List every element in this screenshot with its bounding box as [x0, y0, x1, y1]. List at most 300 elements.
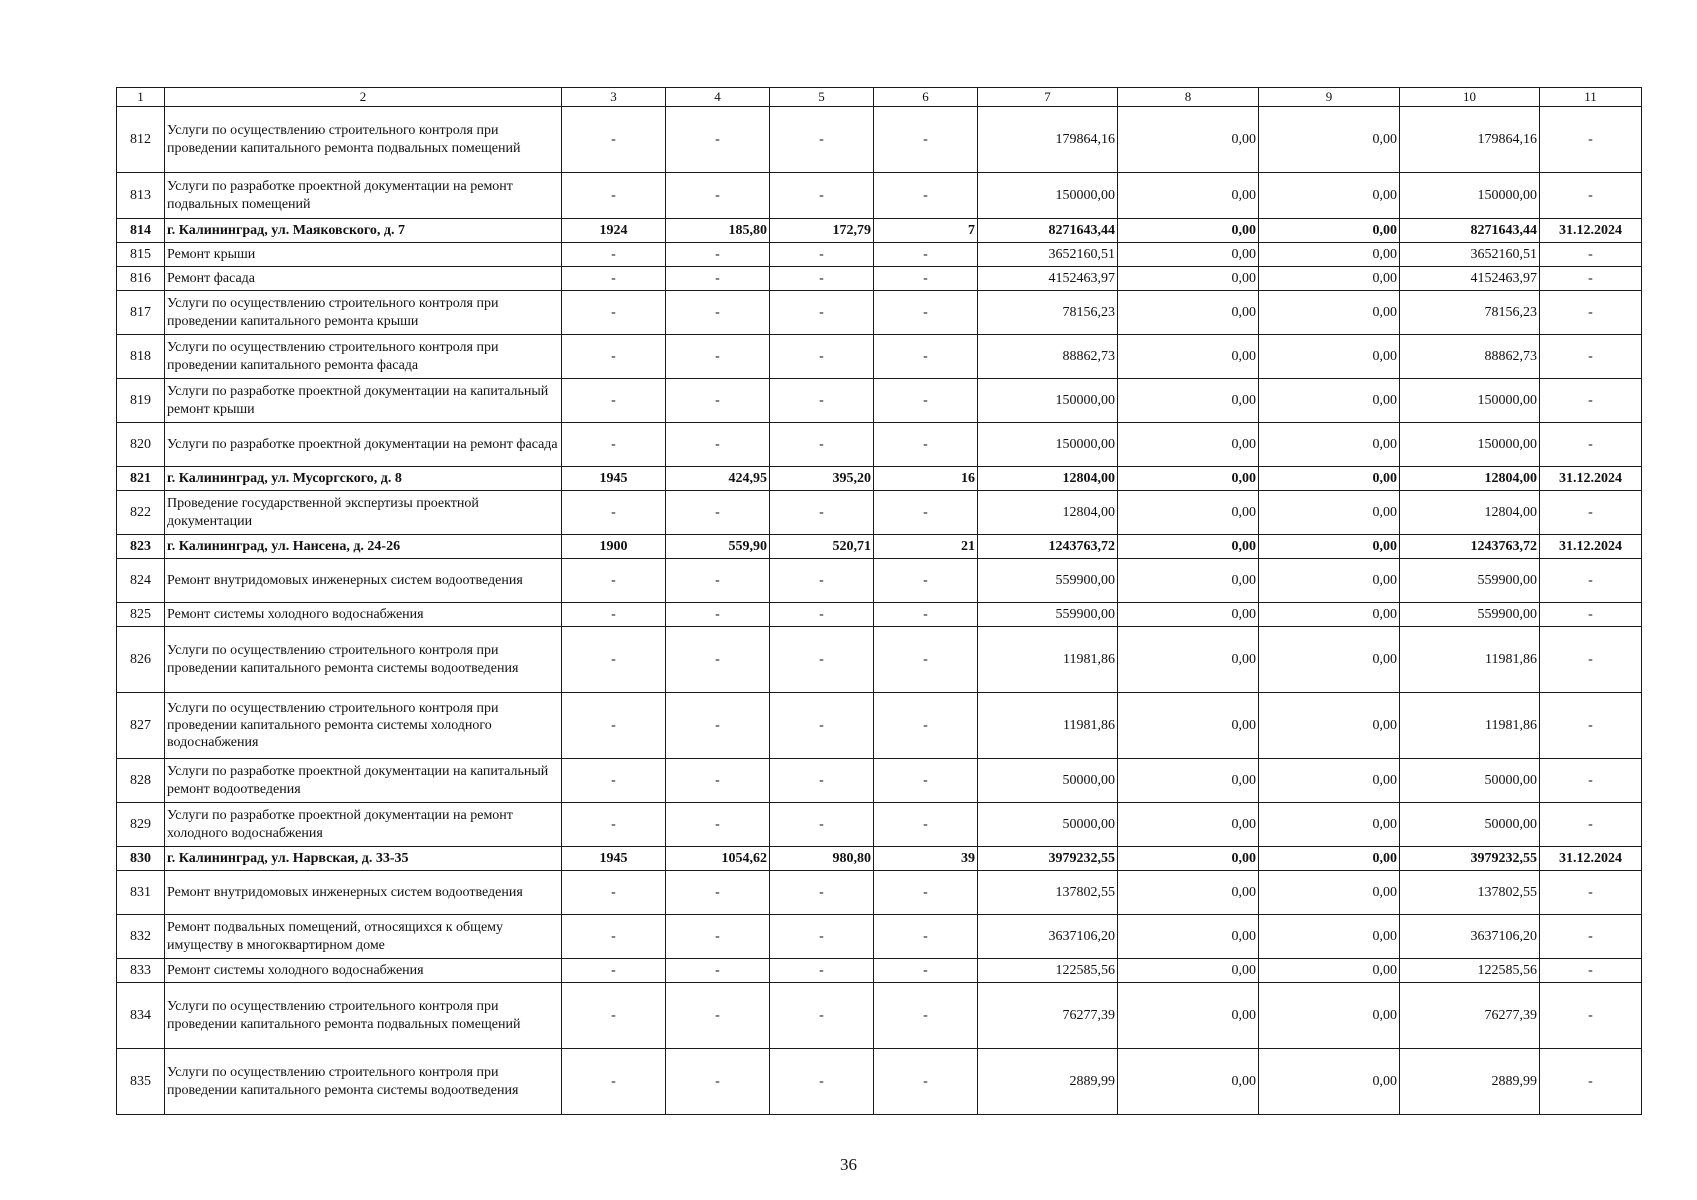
- regional-funds-cell: 0,00: [1259, 291, 1400, 335]
- year-built-cell: -: [562, 803, 666, 847]
- regional-funds-cell: 0,00: [1259, 107, 1400, 173]
- residents-count-cell: -: [874, 803, 978, 847]
- total-cost-cell: 11981,86: [978, 627, 1118, 693]
- table-row: [117, 243, 1642, 267]
- completion-date-cell: -: [1540, 915, 1642, 959]
- federal-funds-cell: 0,00: [1118, 627, 1259, 693]
- completion-date-cell: -: [1540, 693, 1642, 759]
- year-built-cell: -: [562, 379, 666, 423]
- regional-funds-cell: 0,00: [1259, 871, 1400, 915]
- total-cost-cell: 179864,16: [978, 107, 1118, 173]
- federal-funds-cell: 0,00: [1118, 219, 1259, 243]
- table-row: [117, 983, 1642, 1049]
- work-description-cell: Ремонт подвальных помещений, относящихся к общему имуществу в многоквартирном доме: [165, 915, 562, 959]
- year-built-cell: -: [562, 871, 666, 915]
- total-cost-cell: 3652160,51: [978, 243, 1118, 267]
- work-description-cell: Услуги по разработке проектной документации на капитальный ремонт водоотведения: [165, 759, 562, 803]
- owner-funds-cell: 50000,00: [1400, 759, 1540, 803]
- owner-funds-cell: 12804,00: [1400, 467, 1540, 491]
- owner-funds-cell: 11981,86: [1400, 693, 1540, 759]
- year-built-cell: 1945: [562, 847, 666, 871]
- total-cost-cell: 150000,00: [978, 379, 1118, 423]
- completion-date-cell: -: [1540, 107, 1642, 173]
- year-built-cell: -: [562, 959, 666, 983]
- row-number-cell: 819: [117, 379, 165, 423]
- completion-date-cell: -: [1540, 959, 1642, 983]
- year-built-cell: -: [562, 759, 666, 803]
- regional-funds-cell: 0,00: [1259, 983, 1400, 1049]
- living-area-cell: 520,71: [770, 535, 874, 559]
- residents-count-cell: -: [874, 603, 978, 627]
- total-cost-cell: 150000,00: [978, 173, 1118, 219]
- column-header-9: 9: [1259, 88, 1400, 107]
- living-area-cell: -: [770, 1049, 874, 1115]
- living-area-cell: -: [770, 983, 874, 1049]
- federal-funds-cell: 0,00: [1118, 379, 1259, 423]
- residents-count-cell: -: [874, 759, 978, 803]
- federal-funds-cell: 0,00: [1118, 959, 1259, 983]
- completion-date-cell: -: [1540, 243, 1642, 267]
- total-area-cell: 185,80: [666, 219, 770, 243]
- total-cost-cell: 3637106,20: [978, 915, 1118, 959]
- living-area-cell: 980,80: [770, 847, 874, 871]
- total-cost-cell: 2889,99: [978, 1049, 1118, 1115]
- row-number-cell: 817: [117, 291, 165, 335]
- residents-count-cell: -: [874, 915, 978, 959]
- row-number-cell: 821: [117, 467, 165, 491]
- work-description-cell: Услуги по разработке проектной документации на ремонт фасада: [165, 423, 562, 467]
- table-row: [117, 559, 1642, 603]
- work-description-cell: Ремонт системы холодного водоснабжения: [165, 959, 562, 983]
- table-row: [117, 107, 1642, 173]
- residents-count-cell: 7: [874, 219, 978, 243]
- residents-count-cell: 39: [874, 847, 978, 871]
- total-cost-cell: 12804,00: [978, 491, 1118, 535]
- total-area-cell: -: [666, 291, 770, 335]
- data-table: [116, 87, 1642, 1115]
- total-area-cell: 424,95: [666, 467, 770, 491]
- living-area-cell: -: [770, 871, 874, 915]
- completion-date-cell: -: [1540, 559, 1642, 603]
- residents-count-cell: -: [874, 871, 978, 915]
- residents-count-cell: -: [874, 379, 978, 423]
- living-area-cell: -: [770, 243, 874, 267]
- completion-date-cell: 31.12.2024: [1540, 467, 1642, 491]
- owner-funds-cell: 11981,86: [1400, 627, 1540, 693]
- total-area-cell: -: [666, 959, 770, 983]
- federal-funds-cell: 0,00: [1118, 535, 1259, 559]
- column-header-1: 1: [117, 88, 165, 107]
- total-cost-cell: 8271643,44: [978, 219, 1118, 243]
- table-row: [117, 803, 1642, 847]
- owner-funds-cell: 3637106,20: [1400, 915, 1540, 959]
- work-description-cell: Услуги по осуществлению строительного контроля при проведении капитального ремонта фасада: [165, 335, 562, 379]
- regional-funds-cell: 0,00: [1259, 219, 1400, 243]
- residents-count-cell: -: [874, 627, 978, 693]
- row-number-cell: 827: [117, 693, 165, 759]
- regional-funds-cell: 0,00: [1259, 759, 1400, 803]
- column-header-10: 10: [1400, 88, 1540, 107]
- total-area-cell: -: [666, 173, 770, 219]
- table-row: [117, 693, 1642, 759]
- table-row: [117, 759, 1642, 803]
- total-area-cell: -: [666, 243, 770, 267]
- completion-date-cell: -: [1540, 803, 1642, 847]
- regional-funds-cell: 0,00: [1259, 1049, 1400, 1115]
- column-number-header-row: [117, 88, 1642, 107]
- federal-funds-cell: 0,00: [1118, 603, 1259, 627]
- table-row: [117, 173, 1642, 219]
- completion-date-cell: -: [1540, 491, 1642, 535]
- row-number-cell: 824: [117, 559, 165, 603]
- federal-funds-cell: 0,00: [1118, 243, 1259, 267]
- total-area-cell: -: [666, 603, 770, 627]
- residents-count-cell: -: [874, 1049, 978, 1115]
- total-area-cell: -: [666, 335, 770, 379]
- row-number-cell: 825: [117, 603, 165, 627]
- living-area-cell: -: [770, 627, 874, 693]
- regional-funds-cell: 0,00: [1259, 535, 1400, 559]
- owner-funds-cell: 1243763,72: [1400, 535, 1540, 559]
- table-row: [117, 871, 1642, 915]
- row-number-cell: 834: [117, 983, 165, 1049]
- federal-funds-cell: 0,00: [1118, 291, 1259, 335]
- work-description-cell: Услуги по разработке проектной документации на капитальный ремонт крыши: [165, 379, 562, 423]
- total-area-cell: -: [666, 559, 770, 603]
- total-area-cell: -: [666, 915, 770, 959]
- work-description-cell: Услуги по осуществлению строительного контроля при проведении капитального ремонта системы водоотведения: [165, 1049, 562, 1115]
- federal-funds-cell: 0,00: [1118, 871, 1259, 915]
- living-area-cell: -: [770, 379, 874, 423]
- row-number-cell: 829: [117, 803, 165, 847]
- column-header-8: 8: [1118, 88, 1259, 107]
- regional-funds-cell: 0,00: [1259, 267, 1400, 291]
- federal-funds-cell: 0,00: [1118, 1049, 1259, 1115]
- completion-date-cell: -: [1540, 627, 1642, 693]
- row-number-cell: 816: [117, 267, 165, 291]
- completion-date-cell: 31.12.2024: [1540, 535, 1642, 559]
- column-header-7: 7: [978, 88, 1118, 107]
- total-area-cell: -: [666, 803, 770, 847]
- completion-date-cell: -: [1540, 267, 1642, 291]
- year-built-cell: 1945: [562, 467, 666, 491]
- residents-count-cell: -: [874, 959, 978, 983]
- federal-funds-cell: 0,00: [1118, 915, 1259, 959]
- row-number-cell: 818: [117, 335, 165, 379]
- table-row: [117, 627, 1642, 693]
- owner-funds-cell: 559900,00: [1400, 559, 1540, 603]
- total-cost-cell: 4152463,97: [978, 267, 1118, 291]
- year-built-cell: -: [562, 983, 666, 1049]
- total-cost-cell: 11981,86: [978, 693, 1118, 759]
- total-cost-cell: 88862,73: [978, 335, 1118, 379]
- living-area-cell: -: [770, 603, 874, 627]
- total-cost-cell: 12804,00: [978, 467, 1118, 491]
- year-built-cell: -: [562, 693, 666, 759]
- completion-date-cell: -: [1540, 983, 1642, 1049]
- regional-funds-cell: 0,00: [1259, 243, 1400, 267]
- total-cost-cell: 150000,00: [978, 423, 1118, 467]
- row-number-cell: 823: [117, 535, 165, 559]
- address-row: [117, 467, 1642, 491]
- row-number-cell: 835: [117, 1049, 165, 1115]
- residents-count-cell: -: [874, 423, 978, 467]
- work-description-cell: Услуги по разработке проектной документации на ремонт холодного водоснабжения: [165, 803, 562, 847]
- column-header-4: 4: [666, 88, 770, 107]
- owner-funds-cell: 150000,00: [1400, 423, 1540, 467]
- federal-funds-cell: 0,00: [1118, 267, 1259, 291]
- federal-funds-cell: 0,00: [1118, 693, 1259, 759]
- work-description-cell: Ремонт внутридомовых инженерных систем водоотведения: [165, 559, 562, 603]
- residents-count-cell: -: [874, 983, 978, 1049]
- year-built-cell: -: [562, 1049, 666, 1115]
- residents-count-cell: 16: [874, 467, 978, 491]
- completion-date-cell: -: [1540, 335, 1642, 379]
- living-area-cell: -: [770, 959, 874, 983]
- table-row: [117, 423, 1642, 467]
- address-row: [117, 219, 1642, 243]
- regional-funds-cell: 0,00: [1259, 693, 1400, 759]
- work-description-cell: Услуги по осуществлению строительного контроля при проведении капитального ремонта системы водоотведения: [165, 627, 562, 693]
- work-description-cell: Ремонт крыши: [165, 243, 562, 267]
- total-area-cell: -: [666, 693, 770, 759]
- table-row: [117, 1049, 1642, 1115]
- total-cost-cell: 50000,00: [978, 803, 1118, 847]
- table-row: [117, 491, 1642, 535]
- row-number-cell: 822: [117, 491, 165, 535]
- federal-funds-cell: 0,00: [1118, 107, 1259, 173]
- row-number-cell: 826: [117, 627, 165, 693]
- total-cost-cell: 559900,00: [978, 559, 1118, 603]
- residents-count-cell: -: [874, 173, 978, 219]
- column-header-6: 6: [874, 88, 978, 107]
- total-area-cell: -: [666, 627, 770, 693]
- address-row: [117, 535, 1642, 559]
- owner-funds-cell: 150000,00: [1400, 173, 1540, 219]
- column-header-11: 11: [1540, 88, 1642, 107]
- row-number-cell: 815: [117, 243, 165, 267]
- row-number-cell: 830: [117, 847, 165, 871]
- regional-funds-cell: 0,00: [1259, 847, 1400, 871]
- address-row: [117, 847, 1642, 871]
- owner-funds-cell: 4152463,97: [1400, 267, 1540, 291]
- year-built-cell: -: [562, 267, 666, 291]
- living-area-cell: -: [770, 423, 874, 467]
- column-header-3: 3: [562, 88, 666, 107]
- row-number-cell: 814: [117, 219, 165, 243]
- work-description-cell: Ремонт внутридомовых инженерных систем водоотведения: [165, 871, 562, 915]
- row-number-cell: 832: [117, 915, 165, 959]
- year-built-cell: 1900: [562, 535, 666, 559]
- year-built-cell: -: [562, 627, 666, 693]
- living-area-cell: -: [770, 335, 874, 379]
- total-area-cell: -: [666, 1049, 770, 1115]
- total-cost-cell: 559900,00: [978, 603, 1118, 627]
- column-header-2: 2: [165, 88, 562, 107]
- owner-funds-cell: 50000,00: [1400, 803, 1540, 847]
- completion-date-cell: -: [1540, 379, 1642, 423]
- owner-funds-cell: 2889,99: [1400, 1049, 1540, 1115]
- completion-date-cell: 31.12.2024: [1540, 847, 1642, 871]
- total-area-cell: -: [666, 491, 770, 535]
- owner-funds-cell: 179864,16: [1400, 107, 1540, 173]
- living-area-cell: 172,79: [770, 219, 874, 243]
- regional-funds-cell: 0,00: [1259, 173, 1400, 219]
- regional-funds-cell: 0,00: [1259, 559, 1400, 603]
- work-description-cell: г. Калининград, ул. Маяковского, д. 7: [165, 219, 562, 243]
- year-built-cell: -: [562, 291, 666, 335]
- residents-count-cell: -: [874, 335, 978, 379]
- total-area-cell: -: [666, 423, 770, 467]
- residents-count-cell: -: [874, 491, 978, 535]
- owner-funds-cell: 8271643,44: [1400, 219, 1540, 243]
- total-area-cell: -: [666, 267, 770, 291]
- work-description-cell: г. Калининград, ул. Нарвская, д. 33-35: [165, 847, 562, 871]
- residents-count-cell: -: [874, 693, 978, 759]
- table-row: [117, 335, 1642, 379]
- living-area-cell: -: [770, 107, 874, 173]
- federal-funds-cell: 0,00: [1118, 491, 1259, 535]
- row-number-cell: 820: [117, 423, 165, 467]
- page-number: 36: [840, 1155, 857, 1174]
- completion-date-cell: 31.12.2024: [1540, 219, 1642, 243]
- total-cost-cell: 76277,39: [978, 983, 1118, 1049]
- total-cost-cell: 122585,56: [978, 959, 1118, 983]
- total-area-cell: -: [666, 983, 770, 1049]
- table-row: [117, 915, 1642, 959]
- row-number-cell: 833: [117, 959, 165, 983]
- regional-funds-cell: 0,00: [1259, 335, 1400, 379]
- completion-date-cell: -: [1540, 173, 1642, 219]
- table-row: [117, 267, 1642, 291]
- federal-funds-cell: 0,00: [1118, 335, 1259, 379]
- living-area-cell: 395,20: [770, 467, 874, 491]
- regional-funds-cell: 0,00: [1259, 491, 1400, 535]
- owner-funds-cell: 76277,39: [1400, 983, 1540, 1049]
- regional-funds-cell: 0,00: [1259, 423, 1400, 467]
- residents-count-cell: -: [874, 107, 978, 173]
- regional-funds-cell: 0,00: [1259, 803, 1400, 847]
- table-row: [117, 291, 1642, 335]
- owner-funds-cell: 137802,55: [1400, 871, 1540, 915]
- year-built-cell: -: [562, 243, 666, 267]
- owner-funds-cell: 88862,73: [1400, 335, 1540, 379]
- regional-funds-cell: 0,00: [1259, 603, 1400, 627]
- regional-funds-cell: 0,00: [1259, 379, 1400, 423]
- table-row: [117, 379, 1642, 423]
- owner-funds-cell: 559900,00: [1400, 603, 1540, 627]
- completion-date-cell: -: [1540, 1049, 1642, 1115]
- federal-funds-cell: 0,00: [1118, 423, 1259, 467]
- completion-date-cell: -: [1540, 291, 1642, 335]
- living-area-cell: -: [770, 173, 874, 219]
- table-row: [117, 959, 1642, 983]
- owner-funds-cell: 12804,00: [1400, 491, 1540, 535]
- completion-date-cell: -: [1540, 759, 1642, 803]
- residents-count-cell: -: [874, 243, 978, 267]
- federal-funds-cell: 0,00: [1118, 803, 1259, 847]
- owner-funds-cell: 3652160,51: [1400, 243, 1540, 267]
- work-description-cell: Услуги по осуществлению строительного контроля при проведении капитального ремонта крыши: [165, 291, 562, 335]
- living-area-cell: -: [770, 291, 874, 335]
- total-area-cell: -: [666, 379, 770, 423]
- total-cost-cell: 3979232,55: [978, 847, 1118, 871]
- total-cost-cell: 137802,55: [978, 871, 1118, 915]
- residents-count-cell: -: [874, 267, 978, 291]
- year-built-cell: -: [562, 603, 666, 627]
- owner-funds-cell: 3979232,55: [1400, 847, 1540, 871]
- work-description-cell: Услуги по осуществлению строительного контроля при проведении капитального ремонта системы холодного водоснабжения: [165, 693, 562, 759]
- work-description-cell: Ремонт системы холодного водоснабжения: [165, 603, 562, 627]
- residents-count-cell: -: [874, 291, 978, 335]
- living-area-cell: -: [770, 559, 874, 603]
- total-cost-cell: 50000,00: [978, 759, 1118, 803]
- work-description-cell: Услуги по осуществлению строительного контроля при проведении капитального ремонта подвальных помещений: [165, 107, 562, 173]
- total-area-cell: -: [666, 107, 770, 173]
- living-area-cell: -: [770, 915, 874, 959]
- total-cost-cell: 1243763,72: [978, 535, 1118, 559]
- living-area-cell: -: [770, 759, 874, 803]
- living-area-cell: -: [770, 491, 874, 535]
- regional-funds-cell: 0,00: [1259, 627, 1400, 693]
- work-description-cell: Ремонт фасада: [165, 267, 562, 291]
- federal-funds-cell: 0,00: [1118, 559, 1259, 603]
- table-row: [117, 603, 1642, 627]
- completion-date-cell: -: [1540, 871, 1642, 915]
- row-number-cell: 828: [117, 759, 165, 803]
- year-built-cell: -: [562, 107, 666, 173]
- work-description-cell: Услуги по разработке проектной документации на ремонт подвальных помещений: [165, 173, 562, 219]
- row-number-cell: 813: [117, 173, 165, 219]
- total-area-cell: -: [666, 759, 770, 803]
- year-built-cell: 1924: [562, 219, 666, 243]
- total-area-cell: 1054,62: [666, 847, 770, 871]
- federal-funds-cell: 0,00: [1118, 847, 1259, 871]
- residents-count-cell: -: [874, 559, 978, 603]
- living-area-cell: -: [770, 693, 874, 759]
- year-built-cell: -: [562, 915, 666, 959]
- completion-date-cell: -: [1540, 603, 1642, 627]
- regional-funds-cell: 0,00: [1259, 959, 1400, 983]
- year-built-cell: -: [562, 491, 666, 535]
- living-area-cell: -: [770, 267, 874, 291]
- residents-count-cell: 21: [874, 535, 978, 559]
- year-built-cell: -: [562, 559, 666, 603]
- total-cost-cell: 78156,23: [978, 291, 1118, 335]
- work-description-cell: г. Калининград, ул. Мусоргского, д. 8: [165, 467, 562, 491]
- year-built-cell: -: [562, 335, 666, 379]
- federal-funds-cell: 0,00: [1118, 983, 1259, 1049]
- federal-funds-cell: 0,00: [1118, 173, 1259, 219]
- total-area-cell: -: [666, 871, 770, 915]
- completion-date-cell: -: [1540, 423, 1642, 467]
- work-description-cell: Услуги по осуществлению строительного контроля при проведении капитального ремонта подвальных помещений: [165, 983, 562, 1049]
- work-description-cell: г. Калининград, ул. Нансена, д. 24-26: [165, 535, 562, 559]
- year-built-cell: -: [562, 423, 666, 467]
- living-area-cell: -: [770, 803, 874, 847]
- regional-funds-cell: 0,00: [1259, 915, 1400, 959]
- regional-funds-cell: 0,00: [1259, 467, 1400, 491]
- owner-funds-cell: 78156,23: [1400, 291, 1540, 335]
- row-number-cell: 812: [117, 107, 165, 173]
- row-number-cell: 831: [117, 871, 165, 915]
- owner-funds-cell: 122585,56: [1400, 959, 1540, 983]
- federal-funds-cell: 0,00: [1118, 759, 1259, 803]
- column-header-5: 5: [770, 88, 874, 107]
- total-area-cell: 559,90: [666, 535, 770, 559]
- year-built-cell: -: [562, 173, 666, 219]
- federal-funds-cell: 0,00: [1118, 467, 1259, 491]
